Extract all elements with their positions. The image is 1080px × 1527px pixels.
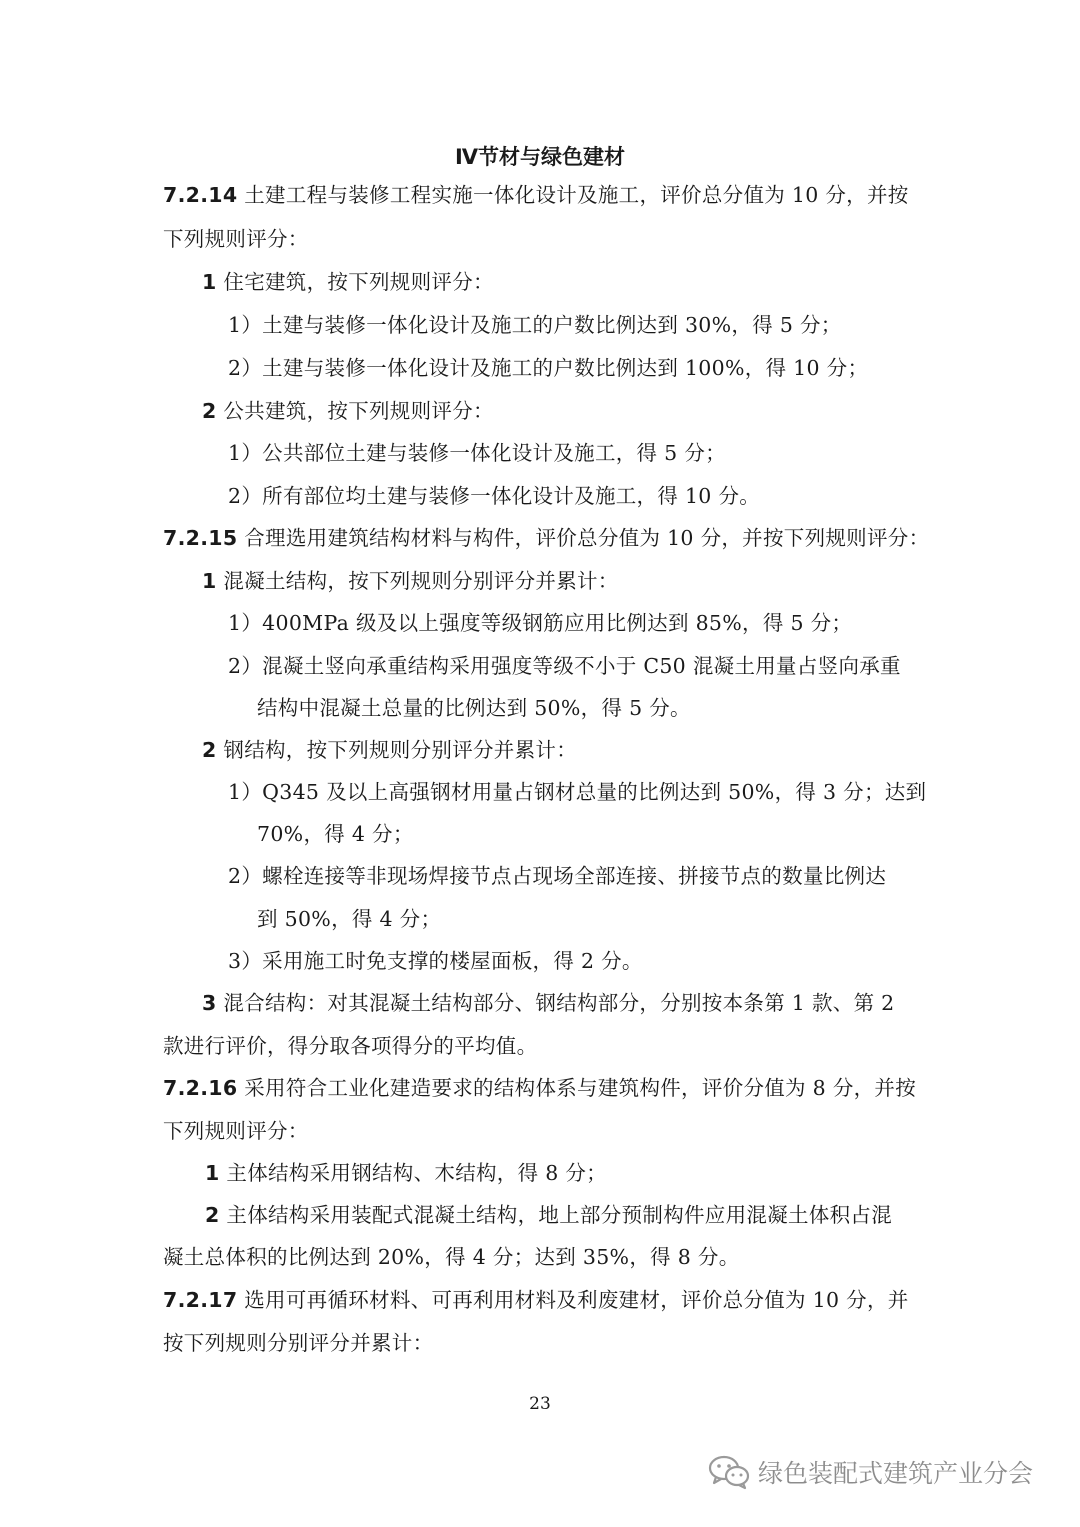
clause-7-2-16-line-1: 7.2.16 采用符合工业化建造要求的结构体系与建筑构件，评价分值为 8 分，并按	[163, 1076, 917, 1100]
clause-7-2-14-line-2: 下列规则评分：	[163, 227, 309, 251]
subitem: 1）400MPa 级及以上强度等级钢筋应用比例达到 85%，得 5 分；	[228, 611, 853, 635]
clause-number: 7.2.16	[163, 1076, 238, 1100]
subitem-cont: 到 50%，得 4 分；	[257, 907, 442, 931]
subitem: 2）混凝土竖向承重结构采用强度等级不小于 C50 混凝土用量占竖向承重	[228, 654, 901, 678]
clause-7-2-16-line-2: 下列规则评分：	[163, 1119, 309, 1143]
clause-number: 7.2.14	[163, 183, 238, 207]
subitem: 2）土建与装修一体化设计及施工的户数比例达到 100%，得 10 分；	[228, 356, 869, 380]
item-1-concrete: 1 混凝土结构，按下列规则分别评分并累计：	[202, 569, 619, 593]
item-2: 2 主体结构采用装配式混凝土结构，地上部分预制构件应用混凝土体积占混	[205, 1203, 892, 1227]
watermark	[708, 1450, 1033, 1494]
clause-7-2-17-line-2: 按下列规则分别评分并累计：	[163, 1331, 434, 1355]
subitem: 3）采用施工时免支撑的楼屋面板，得 2 分。	[228, 949, 643, 973]
item-2-steel: 2 钢结构，按下列规则分别评分并累计：	[202, 738, 577, 762]
subitem: 1）土建与装修一体化设计及施工的户数比例达到 30%，得 5 分；	[228, 313, 842, 337]
subitem: 1）公共部位土建与装修一体化设计及施工，得 5 分；	[228, 441, 726, 465]
section-heading: Ⅳ节材与绿色建材	[454, 145, 626, 169]
item-1: 1 主体结构采用钢结构、木结构，得 8 分；	[205, 1161, 607, 1185]
clause-7-2-15-line-1: 7.2.15 合理选用建筑结构材料与构件，评价总分值为 10 分，并按下列规则评分：	[163, 526, 930, 550]
subitem: 2）所有部位均土建与装修一体化设计及施工，得 10 分。	[228, 484, 761, 508]
subitem-cont: 结构中混凝土总量的比例达到 50%，得 5 分。	[257, 696, 691, 720]
item-2-public: 2 公共建筑，按下列规则评分：	[202, 399, 494, 423]
clause-7-2-17-line-1: 7.2.17 选用可再循环材料、可再利用材料及利废建材，评价总分值为 10 分，并	[163, 1288, 909, 1312]
item-2-cont: 凝土总体积的比例达到 20%，得 4 分；达到 35%，得 8 分。	[163, 1245, 740, 1269]
subitem: 2）螺栓连接等非现场焊接节点占现场全部连接、拼接节点的数量比例达	[228, 864, 887, 888]
subitem: 1）Q345 及以上高强钢材用量占钢材总量的比例达到 50%，得 3 分；达到	[228, 780, 927, 804]
subitem-cont: 70%，得 4 分；	[257, 822, 414, 846]
watermark-text: 绿色装配式建筑产业分会	[758, 1459, 1034, 1488]
item-3-cont: 款进行评价，得分取各项得分的平均值。	[163, 1034, 538, 1058]
item-3-hybrid: 3 混合结构：对其混凝土结构部分、钢结构部分，分别按本条第 1 款、第 2	[202, 991, 895, 1015]
page-number: 23	[529, 1394, 551, 1414]
clause-number: 7.2.15	[163, 526, 238, 550]
item-1-residential: 1 住宅建筑，按下列规则评分：	[202, 270, 494, 294]
wechat-icon	[708, 1454, 750, 1490]
clause-7-2-14-line-1: 7.2.14 土建工程与装修工程实施一体化设计及施工，评价总分值为 10 分，并按	[163, 183, 909, 207]
clause-number: 7.2.17	[163, 1288, 238, 1312]
